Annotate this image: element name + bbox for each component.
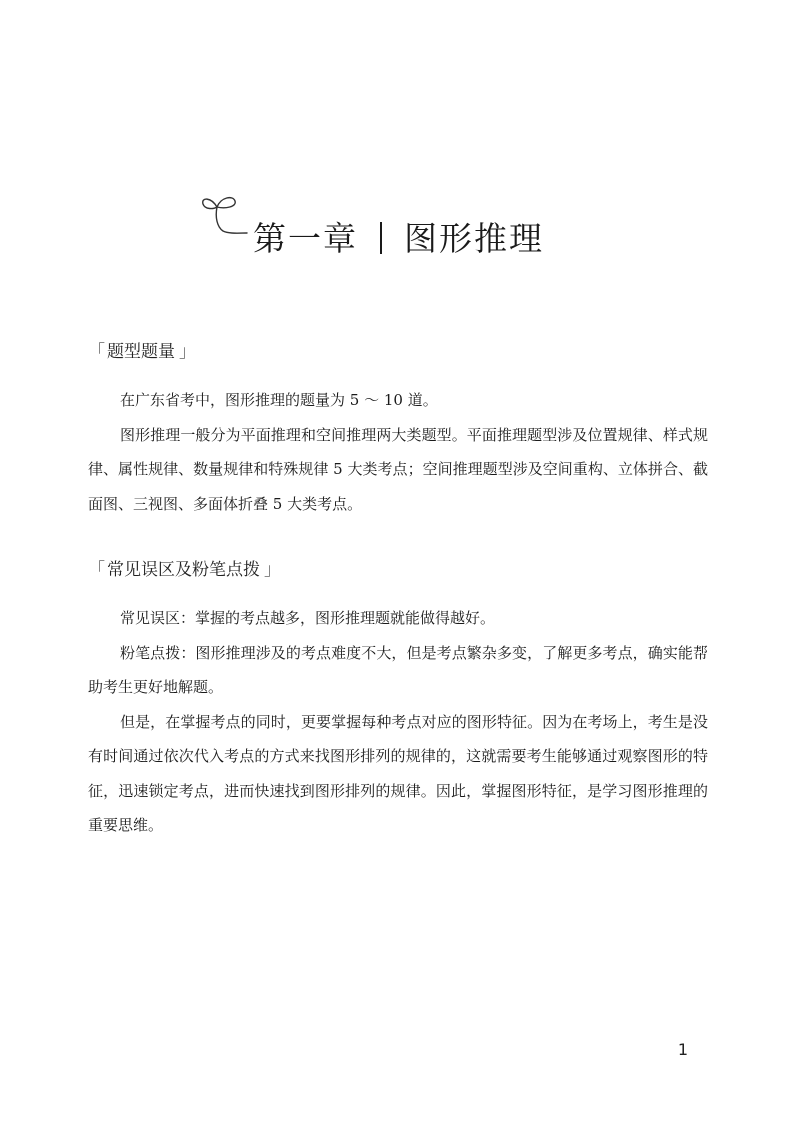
section-heading xyxy=(88,341,708,363)
bracket-right-icon: 」 xyxy=(264,560,281,580)
sprout-icon xyxy=(195,185,255,245)
section-common-mistakes xyxy=(88,559,708,843)
chapter-name: 图形推理 xyxy=(404,219,544,258)
bracket-right-icon: 」 xyxy=(179,342,196,362)
chapter-header xyxy=(195,185,615,265)
paragraph: 在广东省考中，图形推理的题量为 5 ～ 10 道。 xyxy=(120,391,438,409)
paragraph: 常见误区：掌握的考点越多，图形推理题就能做得越好。 xyxy=(120,609,496,627)
page-number: 1 xyxy=(677,1040,688,1059)
bracket-left-icon: 「 xyxy=(88,342,105,362)
chapter-number: 第一章 xyxy=(253,219,358,258)
paragraph: 但是，在掌握考点的同时，更要掌握每种考点对应的图形特征。因为在考场上，考生是没有时间通过依次代入考点的方式来找图形排列的规律的，这就需要考生能够通过观察图形的特征，迅速锁定考点，进而快速找到图形排列的规律。因此，掌握图形特征，是学习图形推理的重要思维。 xyxy=(88,712,708,834)
section-heading-text: 题型题量 xyxy=(107,342,175,362)
bracket-left-icon: 「 xyxy=(88,560,105,580)
paragraph: 图形推理一般分为平面推理和空间推理两大类题型。平面推理题型涉及位置规律、样式规律、属性规律、数量规律和特殊规律 5 大类考点；空间推理题型涉及空间重构、立体拼合、截面图、三视图、多面体折叠 5 大类考点。 xyxy=(88,425,708,513)
section-question-types xyxy=(88,341,708,521)
paragraph: 粉笔点拨：图形推理涉及的考点难度不大，但是考点繁杂多变，了解更多考点，确实能帮助考生更好地解题。 xyxy=(88,643,708,696)
section-heading-text: 常见误区及粉笔点拨 xyxy=(107,560,260,580)
section-heading xyxy=(88,559,708,581)
chapter-divider xyxy=(380,222,382,254)
chapter-title xyxy=(253,213,544,260)
